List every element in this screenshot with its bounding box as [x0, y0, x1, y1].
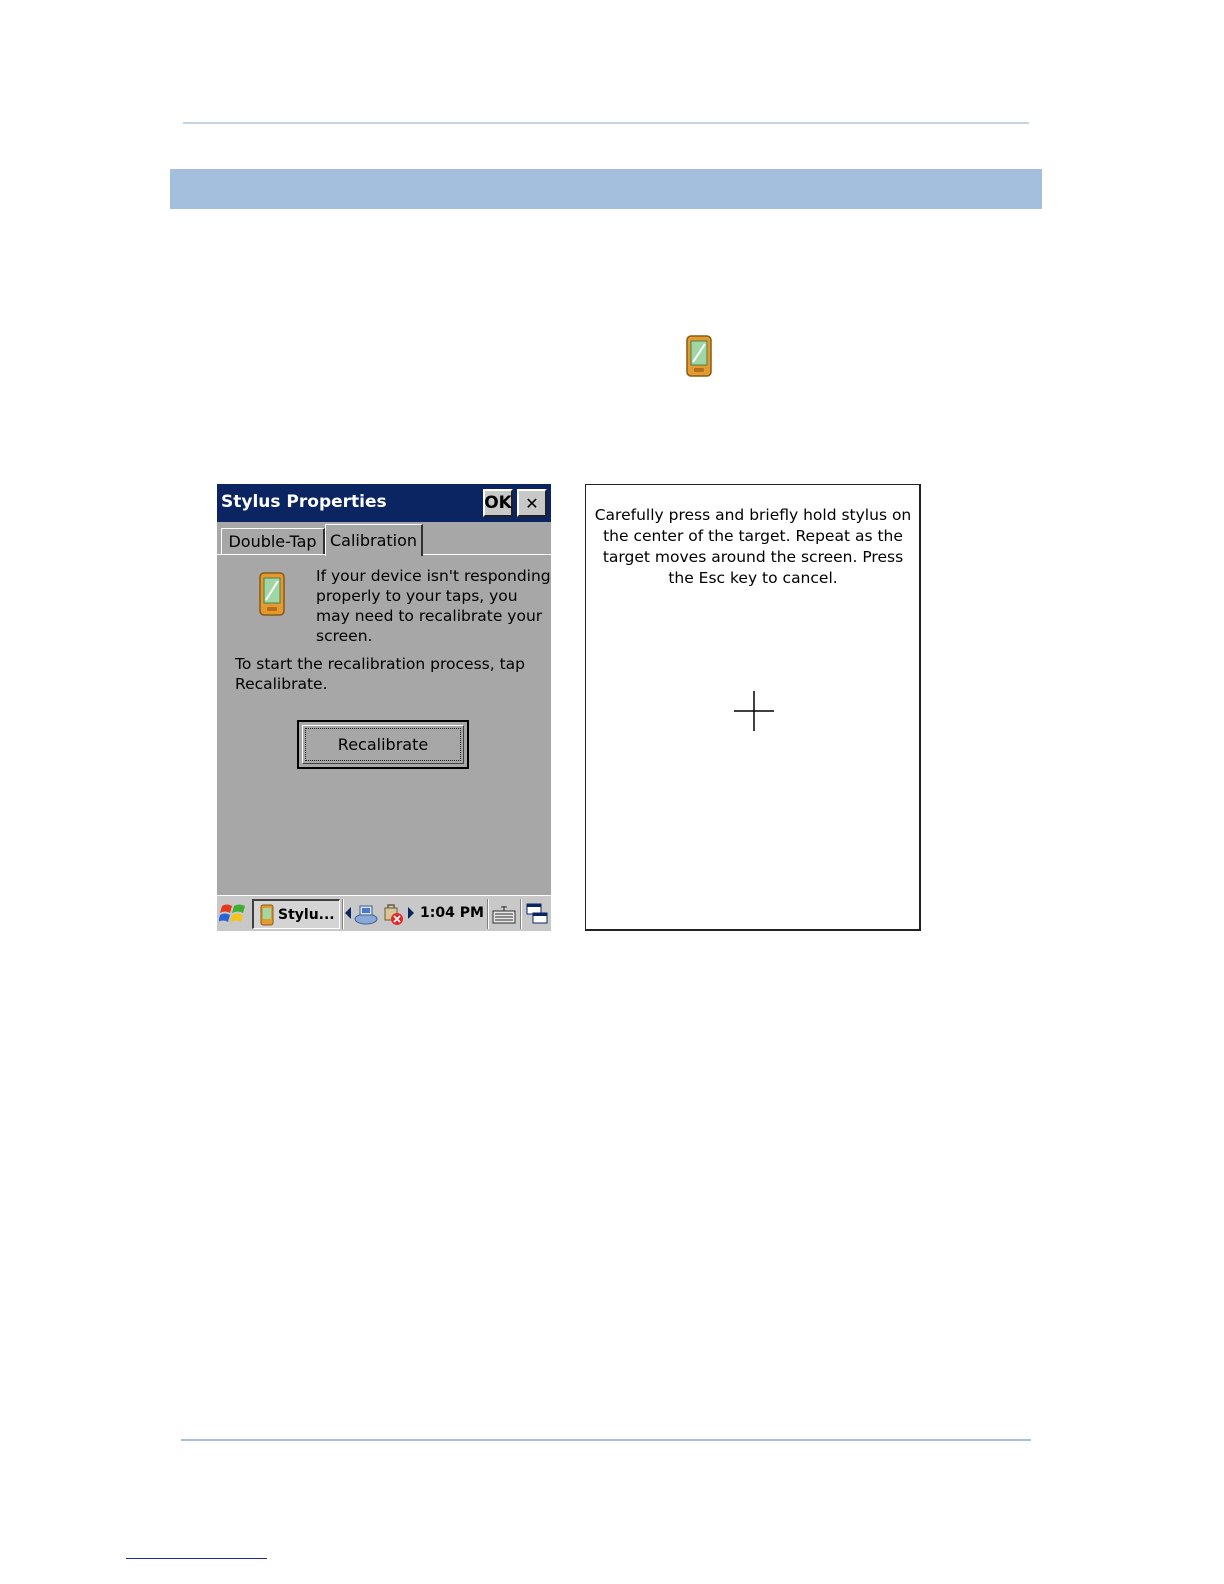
calibration-screen[interactable]: [585, 484, 921, 931]
taskbar-separator: [342, 899, 344, 929]
lock-icon[interactable]: [382, 902, 404, 926]
ok-button[interactable]: OK: [483, 489, 513, 517]
keyboard-icon[interactable]: [491, 902, 517, 926]
taskbar-separator: [520, 899, 522, 929]
tray-left-arrow-icon[interactable]: [345, 907, 351, 919]
tray-right-arrow-icon[interactable]: [408, 907, 414, 919]
close-button[interactable]: [517, 489, 547, 517]
section-heading-bar: [170, 169, 1042, 209]
stylus-device-icon: [684, 334, 714, 378]
recalibration-instruction-text: To start the recalibration process, tap Recalibrate.: [235, 655, 525, 693]
network-icon[interactable]: [353, 902, 379, 926]
taskbar-separator: [487, 899, 489, 929]
tab-double-tap[interactable]: Double-Tap: [221, 528, 325, 554]
taskbar: [217, 895, 551, 931]
stylus-device-icon: [260, 904, 274, 926]
recalibrate-button-label: Recalibrate: [337, 735, 429, 754]
calibration-target-icon[interactable]: [734, 691, 774, 731]
window-title: Stylus Properties: [221, 492, 387, 512]
calibration-instructions: Carefully press and briefly hold stylus on the center of the target. Repeat as the target moves around the screen. Press the Esc key to cancel.: [594, 506, 912, 587]
taskbar-clock[interactable]: 1:04 PM: [420, 905, 484, 921]
header-rule: [183, 122, 1029, 124]
close-icon: ✕: [525, 493, 539, 513]
recalibrate-button[interactable]: [297, 720, 469, 769]
stylus-properties-window: [215, 484, 551, 931]
taskbar-button-label: Stylu...: [278, 906, 335, 923]
stylus-device-icon: [257, 571, 287, 617]
tab-calibration[interactable]: Calibration: [325, 524, 423, 556]
taskbar-stylus-button[interactable]: [252, 899, 340, 929]
calibration-info-text: If your device isn't responding properly to your taps, you may need to recalibrate your screen.: [316, 567, 551, 645]
footer-link-underline: [126, 1558, 267, 1559]
title-bar: [217, 484, 551, 522]
footer-rule: [181, 1439, 1031, 1441]
windows-start-icon[interactable]: [219, 901, 247, 927]
windows-icon[interactable]: [525, 902, 549, 926]
